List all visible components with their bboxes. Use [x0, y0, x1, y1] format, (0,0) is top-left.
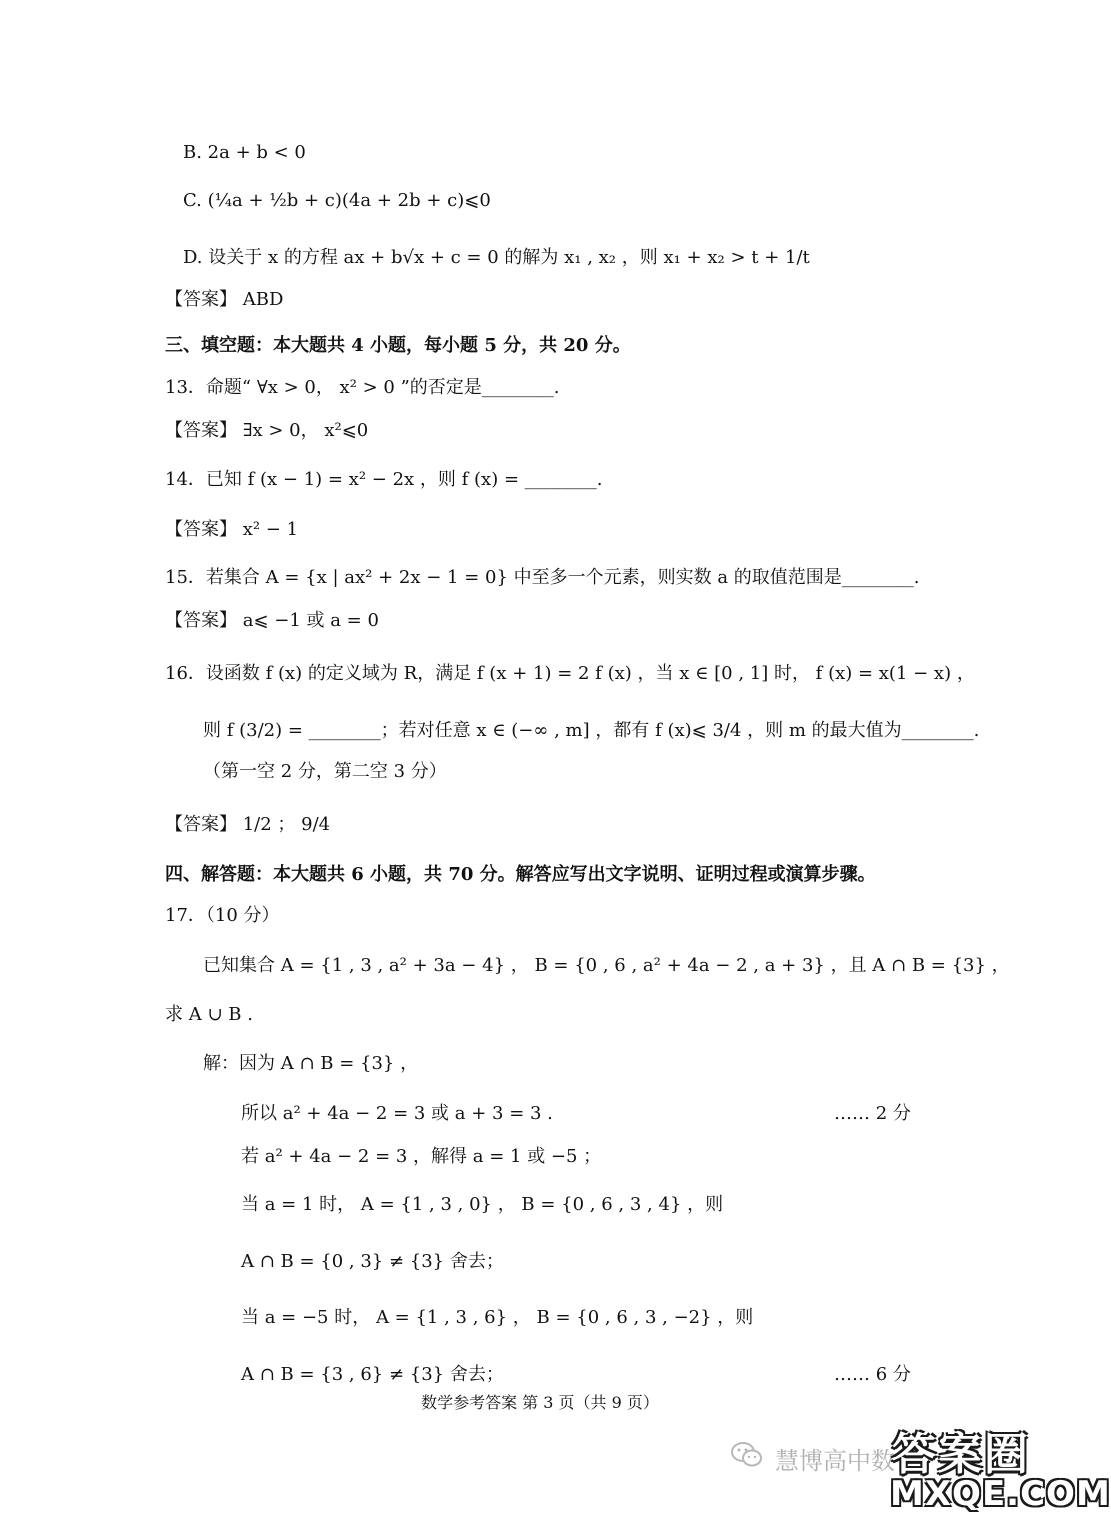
solution-line-7: A ∩ B = {3 , 6} ≠ {3} 舍去；: [241, 1364, 504, 1385]
wechat-icon: [730, 1440, 764, 1470]
answer-12: 【答案】 ABD: [165, 289, 284, 310]
option-d: D. 设关于 x 的方程 ax + b√x + c = 0 的解为 x₁ , x₂ ，则 x₁ + x₂ > t + 1/t: [183, 247, 810, 268]
solution-line-1: 解：因为 A ∩ B = {3} ，: [203, 1053, 419, 1074]
answer-13: 【答案】 ∃x > 0， x²⩽0: [165, 420, 369, 441]
option-b: B. 2a + b < 0: [183, 142, 306, 163]
option-c: C. (¼a + ½b + c)(4a + 2b + c)⩽0: [183, 190, 491, 211]
solution-line-6: 当 a = −5 时， A = {1 , 3 , 6} ， B = {0 , 6 , 3 , −2} ，则: [241, 1307, 754, 1328]
section-4-heading: 四、解答题：本大题共 6 小题，共 70 分。解答应写出文字说明、证明过程或演算步骤。: [165, 864, 876, 885]
solution-line-5: A ∩ B = {0 , 3} ≠ {3} 舍去；: [241, 1251, 504, 1272]
answer-14: 【答案】 x² − 1: [165, 519, 299, 540]
watermark-account: 慧博高中数: [775, 1447, 895, 1475]
watermark-logo-text: 答案圈: [892, 1429, 1030, 1480]
question-14: 14．已知 f (x − 1) = x² − 2x ，则 f (x) = ________.: [165, 469, 603, 490]
question-16-line-2: 则 f (3/2) = ________；若对任意 x ∈ (−∞ , m] ，都有 f (x)⩽ 3/4 ，则 m 的最大值为________.: [203, 720, 980, 741]
question-17-line-1: 已知集合 A = {1 , 3 , a² + 3a − 4} ， B = {0 , 6 , a² + 4a − 2 , a + 3} ，且 A ∩ B = {3} ，: [203, 955, 1010, 976]
question-13: 13．命题“ ∀x > 0， x² > 0 ”的否定是________.: [165, 377, 560, 398]
question-16-scoring: （第一空 2 分，第二空 3 分）: [203, 761, 447, 782]
answer-16: 【答案】 1/2 ； 9/4: [165, 814, 331, 835]
question-16-line-1: 16．设函数 f (x) 的定义域为 R，满足 f (x + 1) = 2 f (x) ，当 x ∈ [0 , 1] 时， f (x) = x(1 − x) ，: [165, 663, 975, 684]
question-17-number: 17．（10 分）: [165, 905, 280, 926]
question-17-line-2: 求 A ∪ B .: [165, 1004, 253, 1025]
page-footer: 数学参考答案 第 3 页（共 9 页）: [421, 1393, 659, 1412]
question-15: 15．若集合 A = {x | ax² + 2x − 1 = 0} 中至多一个元素，则实数 a 的取值范围是________.: [165, 567, 920, 588]
watermark-logo: [882, 1416, 1111, 1527]
solution-line-3: 若 a² + 4a − 2 = 3 ，解得 a = 1 或 −5 ；: [241, 1146, 602, 1167]
watermark-logo-url: MXQE.COM: [890, 1474, 1111, 1514]
solution-line-4: 当 a = 1 时， A = {1 , 3 , 0} ， B = {0 , 6 , 3 , 4} ，则: [241, 1194, 724, 1215]
section-3-heading: 三、填空题：本大题共 4 小题，每小题 5 分，共 20 分。: [165, 335, 631, 356]
score-marker-6: …… 6 分: [834, 1364, 911, 1385]
answer-15: 【答案】 a⩽ −1 或 a = 0: [165, 610, 379, 631]
solution-line-2: 所以 a² + 4a − 2 = 3 或 a + 3 = 3 .: [241, 1103, 553, 1124]
score-marker-2: …… 2 分: [834, 1103, 911, 1124]
